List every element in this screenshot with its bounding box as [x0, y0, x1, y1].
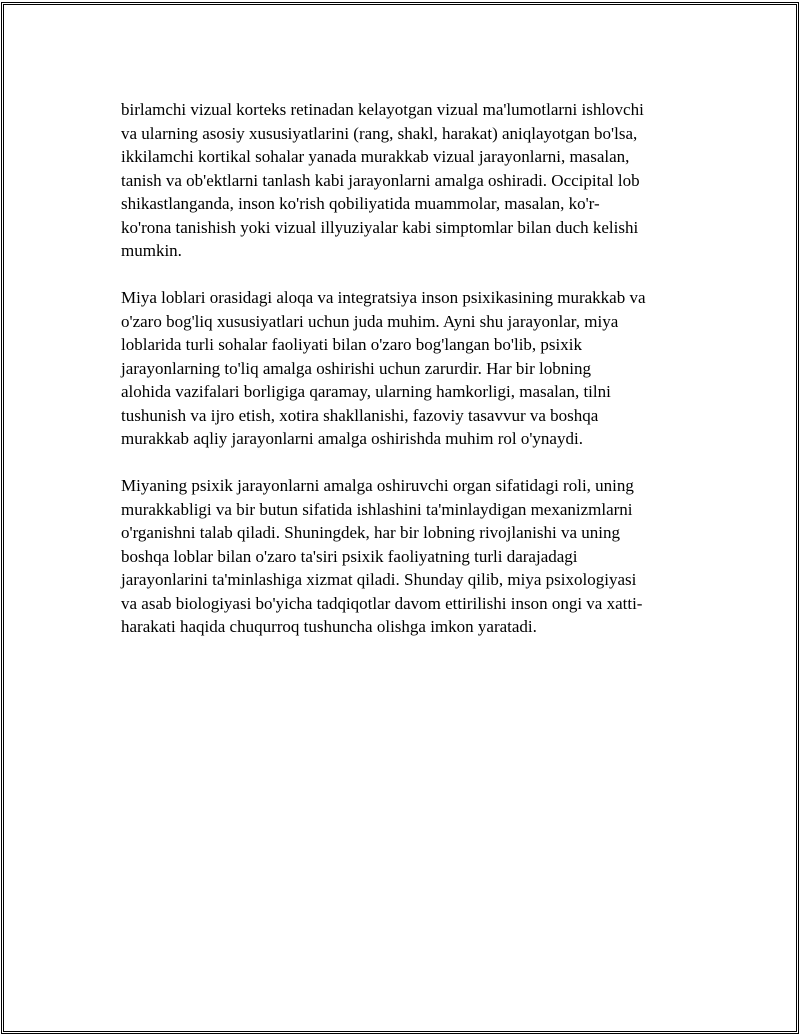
text-line: tanish va ob'ektlarni tanlash kabi jarayonlarni amalga oshiradi. Occipital lob [121, 170, 640, 190]
text-line: tushunish va ijro etish, xotira shakllanishi, fazoviy tasavvur va boshqa [121, 405, 599, 425]
text-line: shikastlanganda, inson ko'rish qobiliyatida muammolar, masalan, ko'r- [121, 194, 600, 213]
text-line: murakkab aqliy jarayonlarni amalga oshirishda muhim rol o'ynaydi. [121, 429, 583, 448]
paragraph-lobe-integration [121, 286, 706, 451]
text-line: jarayonlarini ta'minlashiga xizmat qiladi. Shunday qilib, miya psixologiyasi [121, 570, 637, 589]
paragraph-occipital-lobe [121, 98, 706, 263]
text-line: harakati haqida chuqurroq tushuncha olishga imkon yaratadi. [121, 617, 537, 636]
text-line: Miyaning psixik jarayonlarni amalga oshiruvchi organ sifatidagi roli, uning [121, 476, 634, 495]
text-line: va ularning asosiy xususiyatlarini (rang, shakl, harakat) aniqlayotgan bo'lsa, [121, 123, 638, 143]
document-page [1, 2, 799, 1034]
text-line: mumkin. [121, 241, 182, 260]
text-line: ko'rona tanishish yoki vizual illyuziyalar kabi simptomlar bilan duch kelishi [121, 217, 639, 237]
text-line: boshqa loblar bilan o'zaro ta'siri psixik faoliyatning turli darajadagi [121, 546, 578, 566]
text-line: loblarida turli sohalar faoliyati bilan o'zaro bog'langan bo'lib, psixik [121, 335, 582, 354]
text-line: va asab biologiyasi bo'yicha tadqiqotlar davom ettirilishi inson ongi va xatti- [121, 593, 643, 613]
text-line: o'rganishni talab qiladi. Shuningdek, har bir lobning rivojlanishi va uning [121, 523, 620, 542]
document-body [121, 98, 706, 662]
text-line: Miya loblari orasidagi aloqa va integratsiya inson psixikasining murakkab va [121, 288, 646, 307]
text-line: birlamchi vizual korteks retinadan kelayotgan vizual ma'lumotlarni ishlovchi [121, 100, 644, 119]
text-line: alohida vazifalari borligiga qaramay, ularning hamkorligi, masalan, tilni [121, 382, 611, 401]
text-line: murakkabligi va bir butun sifatida ishlashini ta'minlaydigan mexanizmlarni [121, 499, 633, 519]
text-line: jarayonlarning to'liq amalga oshirishi uchun zarurdir. Har bir lobning [121, 358, 591, 378]
text-line: ikkilamchi kortikal sohalar yanada murakkab vizual jarayonlarni, masalan, [121, 147, 630, 166]
paragraph-brain-role [121, 474, 706, 639]
text-line: o'zaro bog'liq xususiyatlari uchun juda muhim. Ayni shu jarayonlar, miya [121, 311, 619, 331]
